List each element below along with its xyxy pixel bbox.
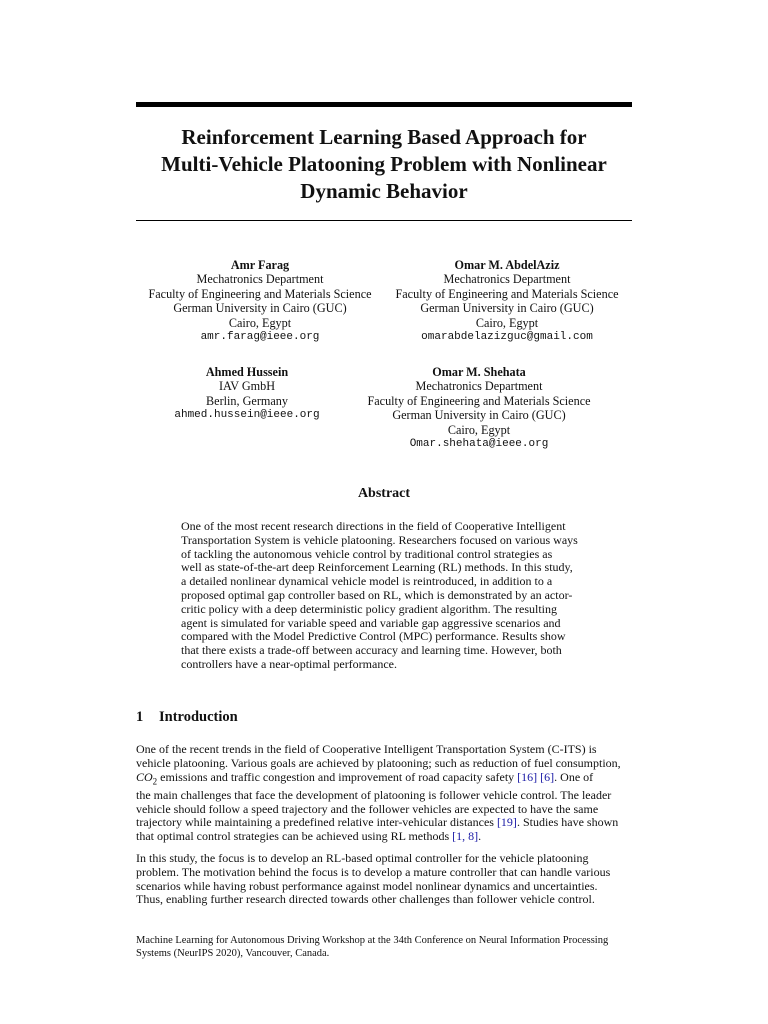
author-affiliation: Mechatronics Department [443,272,571,287]
abstract-line: Transportation System is vehicle platooning. Researchers focused on various ways [181,532,578,547]
body-line: problem. The motivation behind the focus is to develop a mature controller that can handle various [136,864,611,879]
citation-link[interactable]: [19] [496,815,517,830]
body-line: vehicle platooning. Various goals are achieved by platooning; such as reduction of fuel consumption, [136,755,621,770]
abstract-line: of tackling the autonomous vehicle control by traditional control strategies as [181,546,553,561]
citation-link[interactable]: [16] [517,769,538,784]
abstract-line: a detailed nonlinear dynamical vehicle model is reintroduced, in addition to a [181,574,553,589]
math-co2: CO [136,769,153,784]
body-line: Thus, enabling further research directed towards other challenges than follower vehicle control. [136,892,595,907]
author-block [378,258,636,344]
body-line: In this study, the focus is to develop an RL-based optimal controller for the vehicle platooning [136,851,589,865]
author-name: Amr Farag [230,258,290,272]
body-text: emissions and traffic congestion and improvement of road capacity safety [157,769,518,784]
body-text: . One of [554,769,594,784]
body-line: One of the recent trends in the field of Cooperative Intelligent Transportation System (C-ITS) is [136,742,597,756]
intro-paragraph-2 [136,852,632,907]
footnote [136,934,632,960]
title-line: Dynamic Behavior [300,179,468,203]
author-affiliation: Mechatronics Department [196,272,324,287]
author-affiliation: Mechatronics Department [415,379,543,394]
author-location: Cairo, Egypt [475,315,539,330]
body-line [136,816,632,830]
body-line [136,771,632,789]
abstract-line: compared with the Model Predictive Control (MPC) performance. Results show [181,629,566,644]
author-email[interactable]: omarabdelazizguc@gmail.com [421,331,593,344]
body-line: scenarios while having robust performance against model nonlinear dynamics and uncertainties. [136,878,598,893]
author-location: Cairo, Egypt [228,315,292,330]
author-email[interactable]: ahmed.hussein@ieee.org [174,409,320,422]
body-line: the main challenges that face the development of platooning is follower vehicle control. The leader [136,787,612,802]
intro-paragraph-1 [136,743,632,844]
author-affiliation: German University in Cairo (GUC) [392,408,566,423]
abstract-line: well as state-of-the-art deep Reinforcement Learning (RL) methods. In this study, [181,560,573,575]
body-text: . Studies have shown [516,815,619,830]
abstract-line: agent is simulated for variable speed and variable gap aggressive scenarios and [181,615,561,630]
math-subscript: 2 [152,775,158,786]
section-title: Introduction [159,709,238,725]
section-number: 1 [136,709,144,725]
footnote-line: Machine Learning for Autonomous Driving Workshop at the 34th Conference on Neural Information Processing [136,935,609,946]
author-name: Omar M. AbdelAziz [454,258,560,272]
author-location: Berlin, Germany [206,393,288,408]
author-name: Ahmed Hussein [205,365,289,379]
author-email[interactable]: Omar.shehata@ieee.org [409,438,549,451]
author-affiliation: Faculty of Engineering and Materials Science [148,286,372,301]
abstract-heading: Abstract [357,486,411,501]
author-block [350,365,608,451]
author-affiliation: German University in Cairo (GUC) [173,301,347,316]
author-name: Omar M. Shehata [432,365,526,379]
abstract-body [181,520,587,672]
body-text: trajectory while maintaining a predefined relative inter-vehicular distances [136,815,497,830]
abstract-line: that there exists a trade-off between accuracy and learning time. However, both [181,643,562,658]
abstract-line: critic policy with a deep deterministic policy gradient algorithm. The resulting [181,601,558,616]
citation-link[interactable]: [6] [540,769,555,784]
body-text: that optimal control strategies can be achieved using RL methods [136,829,453,844]
author-affiliation: Faculty of Engineering and Materials Science [395,286,619,301]
author-block [130,258,390,344]
author-email[interactable]: amr.farag@ieee.org [200,331,320,344]
abstract-line: controllers have a near-optimal performance. [181,656,397,671]
title-line: Multi-Vehicle Platooning Problem with Nonlinear [161,152,607,176]
body-line: vehicle should follow a speed trajectory and the follower vehicles are expected to have the same [136,801,599,816]
abstract-line: proposed optimal gap controller based on RL, which is demonstrated by an actor- [181,587,573,602]
section-heading [136,709,238,726]
footnote-line: Systems (NeurIPS 2020), Vancouver, Canada. [136,948,330,959]
author-location: Cairo, Egypt [447,422,511,437]
author-affiliation: German University in Cairo (GUC) [420,301,594,316]
body-line [136,830,632,844]
body-text: . [478,829,482,844]
author-affiliation: IAV GmbH [218,379,276,394]
paper-title [136,124,632,205]
abstract-line: One of the most recent research directions in the field of Cooperative Intelligent [181,519,566,533]
author-block [130,365,364,423]
title-line: Reinforcement Learning Based Approach for [181,125,587,149]
top-rule [136,102,632,107]
citation-link[interactable]: [1, 8] [452,829,479,844]
author-affiliation: Faculty of Engineering and Materials Science [367,393,591,408]
title-rule [136,220,632,221]
